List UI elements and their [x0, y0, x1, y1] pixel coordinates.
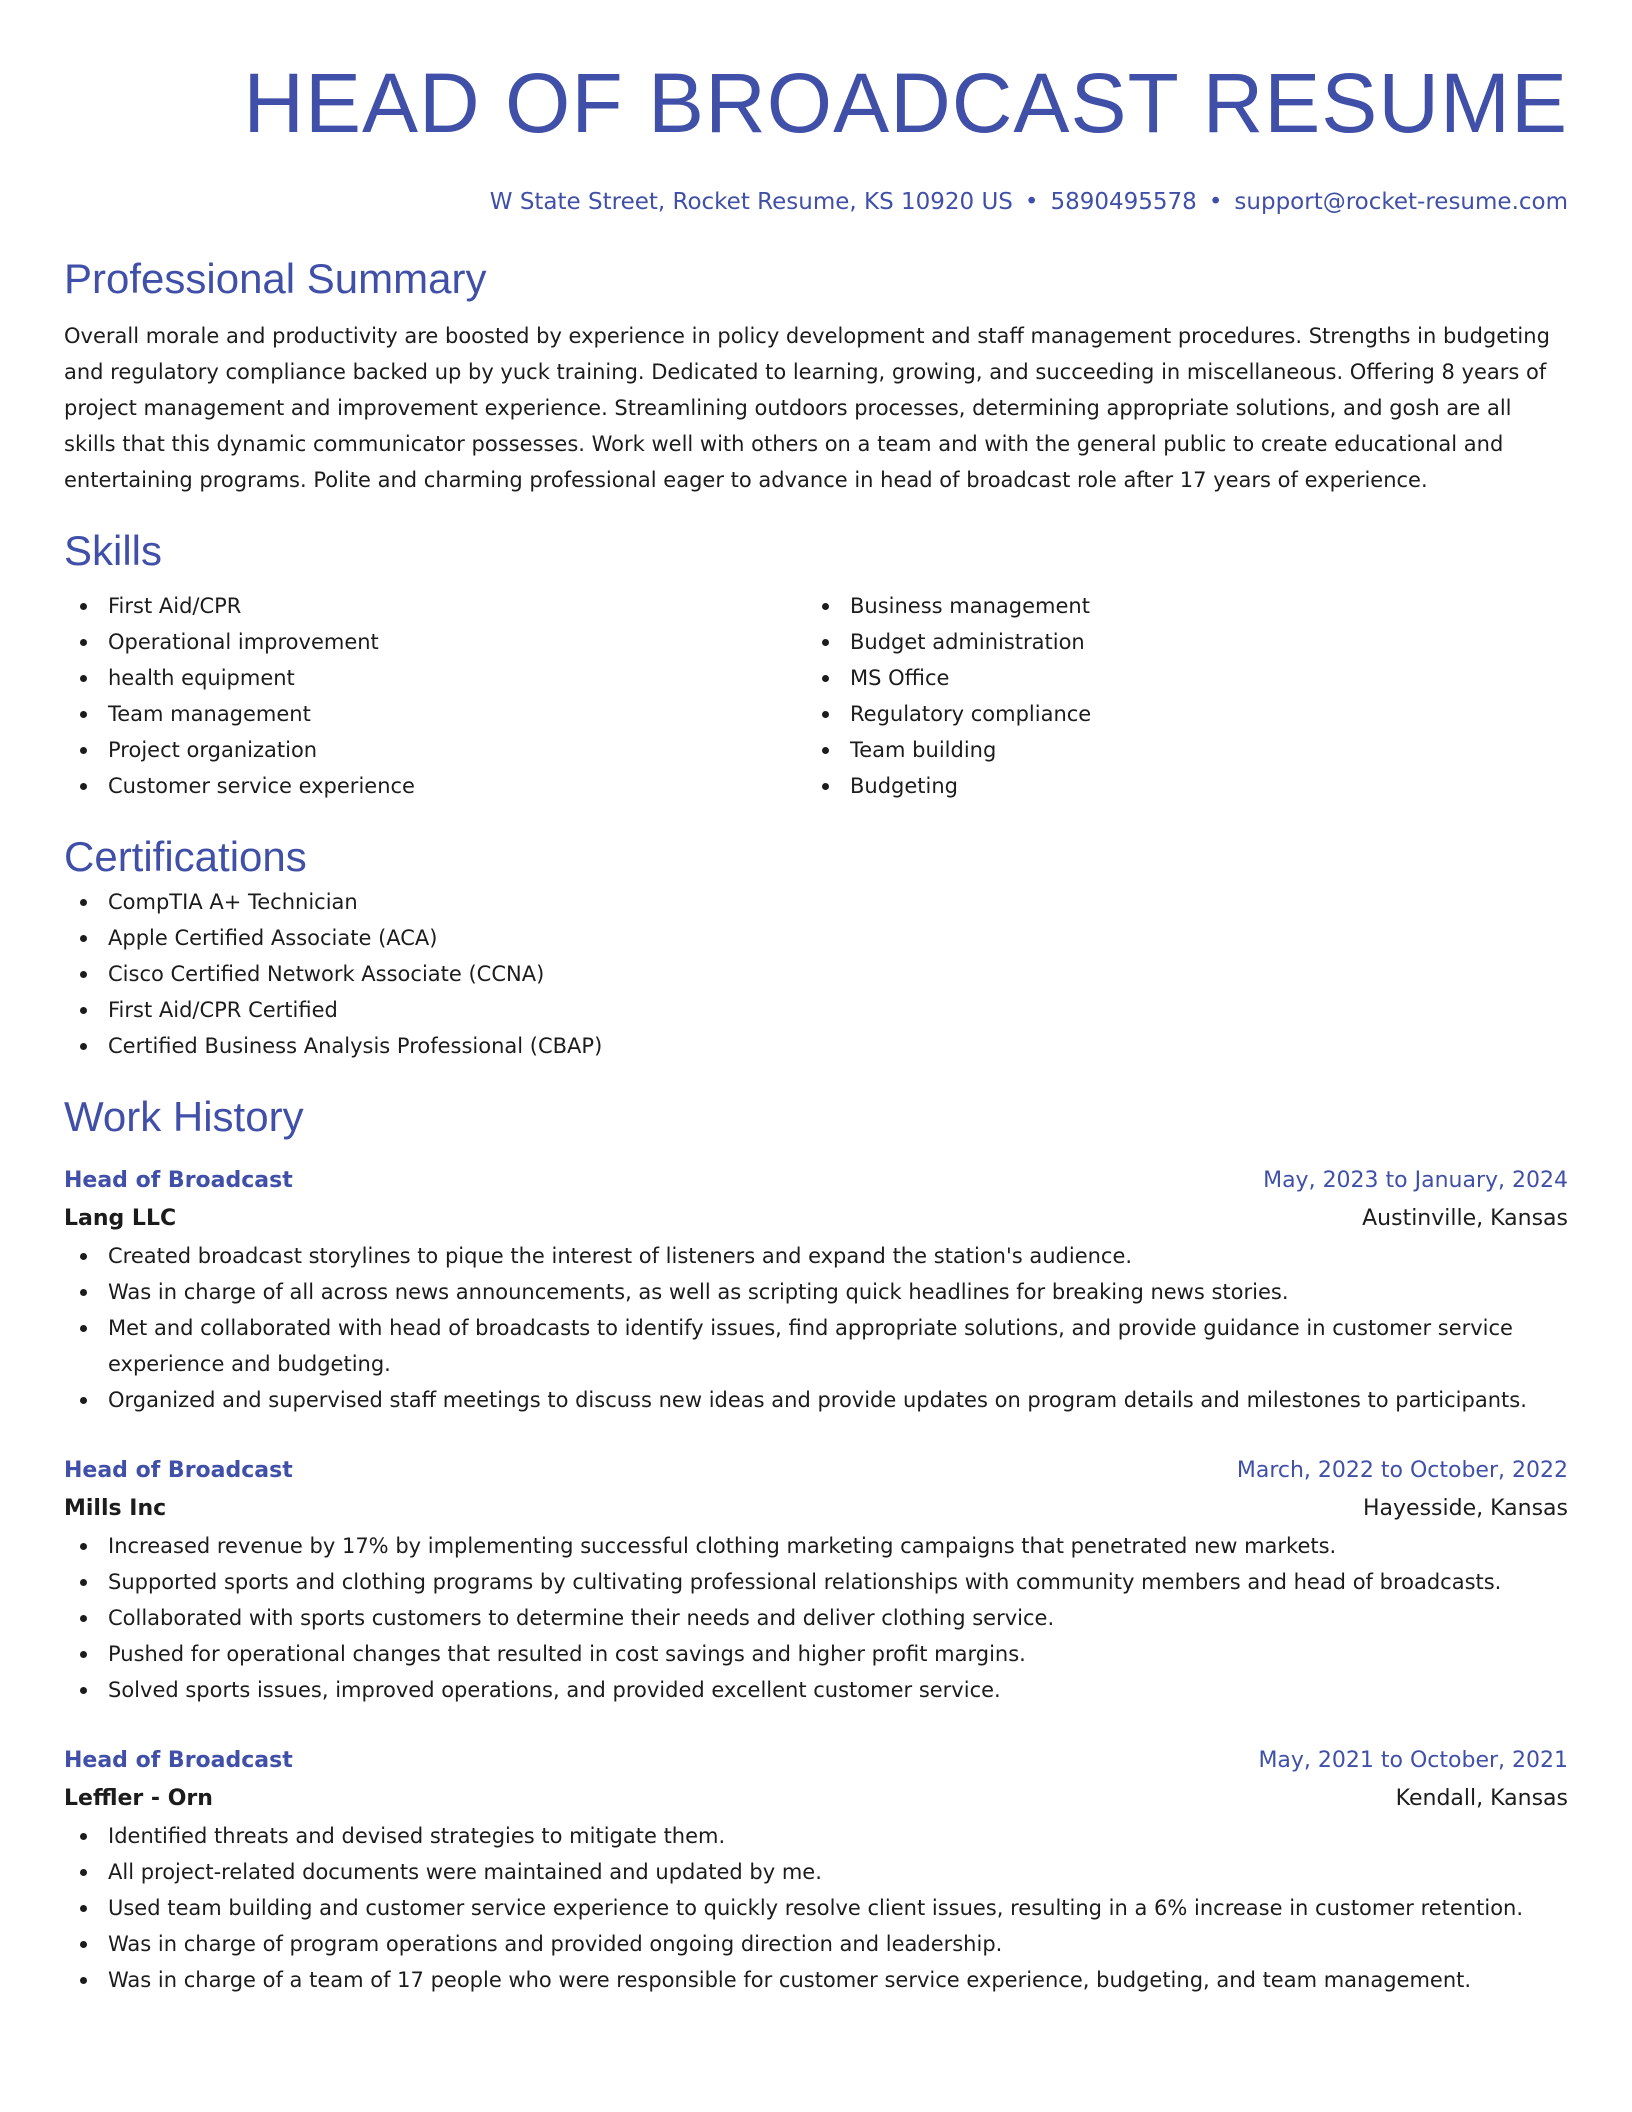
skill-item: Budget administration — [806, 624, 1548, 660]
job-location: Austinville, Kansas — [1362, 1206, 1568, 1231]
job-entry — [64, 1742, 1568, 1998]
certification-item: Apple Certified Associate (ACA) — [64, 920, 1568, 956]
job-entry — [64, 1452, 1568, 1708]
job-company-row — [64, 1490, 1568, 1528]
summary-text: Overall morale and productivity are boosted by experience in policy development and staff management procedures. Strengths in budgeting and regulatory compliance backed up by yuck training. Dedicated to learning, growing, and succeeding in miscellaneous. Offering 8 years of project management and improvement experience. Streamlining outdoors processes, determining appropriate solutions, and gosh are all skills that this dynamic communicator possesses. Work well with others on a team and with the general public to create educational and entertaining programs. Polite and charming professional eager to advance in head of broadcast role after 17 years of experience. — [64, 324, 1550, 492]
skill-item: Project organization — [64, 732, 806, 768]
job-header-row — [64, 1742, 1568, 1780]
skill-item: Budgeting — [806, 768, 1548, 804]
job-entry — [64, 1162, 1568, 1418]
certification-item: First Aid/CPR Certified — [64, 992, 1568, 1028]
contact-address: W State Street, Rocket Resume, KS 10920 US — [489, 189, 1013, 215]
job-duty: Increased revenue by 17% by implementing successful clothing marketing campaigns that penetrated new markets. — [64, 1528, 1568, 1564]
skill-item: Business management — [806, 588, 1548, 624]
resume-page — [64, 48, 1568, 1998]
job-duty: Solved sports issues, improved operations, and provided excellent customer service. — [64, 1672, 1568, 1708]
contact-phone: 5890495578 — [1050, 189, 1197, 215]
skill-item: Team management — [64, 696, 806, 732]
job-duties-list — [64, 1528, 1568, 1708]
contact-email[interactable]: support@rocket-resume.com — [1234, 189, 1568, 215]
job-duty: Pushed for operational changes that resulted in cost savings and higher profit margins. — [64, 1636, 1568, 1672]
job-duty: Met and collaborated with head of broadcasts to identify issues, find appropriate solutions, and provide guidance in customer service experience and budgeting. — [64, 1310, 1568, 1382]
job-duty: All project-related documents were maintained and updated by me. — [64, 1854, 1568, 1890]
skill-item: Regulatory compliance — [806, 696, 1548, 732]
certification-item: CompTIA A+ Technician — [64, 884, 1568, 920]
job-header-row — [64, 1452, 1568, 1490]
job-company: Leffler - Orn — [64, 1786, 213, 1811]
skill-item: Operational improvement — [64, 624, 806, 660]
job-company: Mills Inc — [64, 1496, 167, 1521]
certifications-list — [64, 884, 1568, 1064]
job-dates: May, 2023 to January, 2024 — [1263, 1168, 1568, 1193]
skill-item: First Aid/CPR — [64, 588, 806, 624]
certification-item: Cisco Certified Network Associate (CCNA) — [64, 956, 1568, 992]
job-duty: Supported sports and clothing programs by cultivating professional relationships with community members and head of broadcasts. — [64, 1564, 1568, 1600]
contact-line — [64, 186, 1568, 218]
job-duty: Created broadcast storylines to pique the interest of listeners and expand the station's audience. — [64, 1238, 1568, 1274]
skill-item: health equipment — [64, 660, 806, 696]
job-title: Head of Broadcast — [64, 1458, 293, 1483]
job-duty: Was in charge of all across news announcements, as well as scripting quick headlines for breaking news stories. — [64, 1274, 1568, 1310]
skill-item: MS Office — [806, 660, 1548, 696]
job-company: Lang LLC — [64, 1206, 177, 1231]
job-location: Hayesside, Kansas — [1363, 1496, 1568, 1521]
certification-item: Certified Business Analysis Professional (CBAP) — [64, 1028, 1568, 1064]
job-duty: Was in charge of program operations and provided ongoing direction and leadership. — [64, 1926, 1568, 1962]
job-title: Head of Broadcast — [64, 1168, 293, 1193]
skills-column-right — [806, 588, 1548, 804]
resume-title: HEAD OF BROADCAST RESUME — [243, 56, 1568, 150]
job-company-row — [64, 1200, 1568, 1238]
job-location: Kendall, Kansas — [1395, 1786, 1568, 1811]
job-duty: Collaborated with sports customers to determine their needs and deliver clothing service. — [64, 1600, 1568, 1636]
job-dates: May, 2021 to October, 2021 — [1258, 1748, 1568, 1773]
skill-item: Customer service experience — [64, 768, 806, 804]
job-duty: Identified threats and devised strategies to mitigate them. — [64, 1818, 1568, 1854]
job-duties-list — [64, 1238, 1568, 1418]
job-duties-list — [64, 1818, 1568, 1998]
job-duty: Used team building and customer service experience to quickly resolve client issues, resulting in a 6% increase in customer retention. — [64, 1890, 1568, 1926]
contact-separator: • — [1208, 189, 1223, 215]
job-company-row — [64, 1780, 1568, 1818]
certifications-heading: Certifications — [64, 833, 307, 880]
skills-list-left — [64, 588, 806, 804]
job-dates: March, 2022 to October, 2022 — [1236, 1458, 1568, 1483]
job-duty: Was in charge of a team of 17 people who were responsible for customer service experience, budgeting, and team management. — [64, 1962, 1568, 1998]
skills-heading: Skills — [64, 527, 163, 574]
skills-grid — [64, 588, 1568, 804]
job-duty: Organized and supervised staff meetings to discuss new ideas and provide updates on program details and milestones to participants. — [64, 1382, 1568, 1418]
contact-separator: • — [1024, 189, 1039, 215]
skills-column-left — [64, 588, 806, 804]
skills-list-right — [806, 588, 1548, 804]
job-title: Head of Broadcast — [64, 1748, 293, 1773]
skill-item: Team building — [806, 732, 1548, 768]
work-history-heading: Work History — [64, 1093, 304, 1140]
job-header-row — [64, 1162, 1568, 1200]
summary-heading: Professional Summary — [64, 255, 487, 302]
